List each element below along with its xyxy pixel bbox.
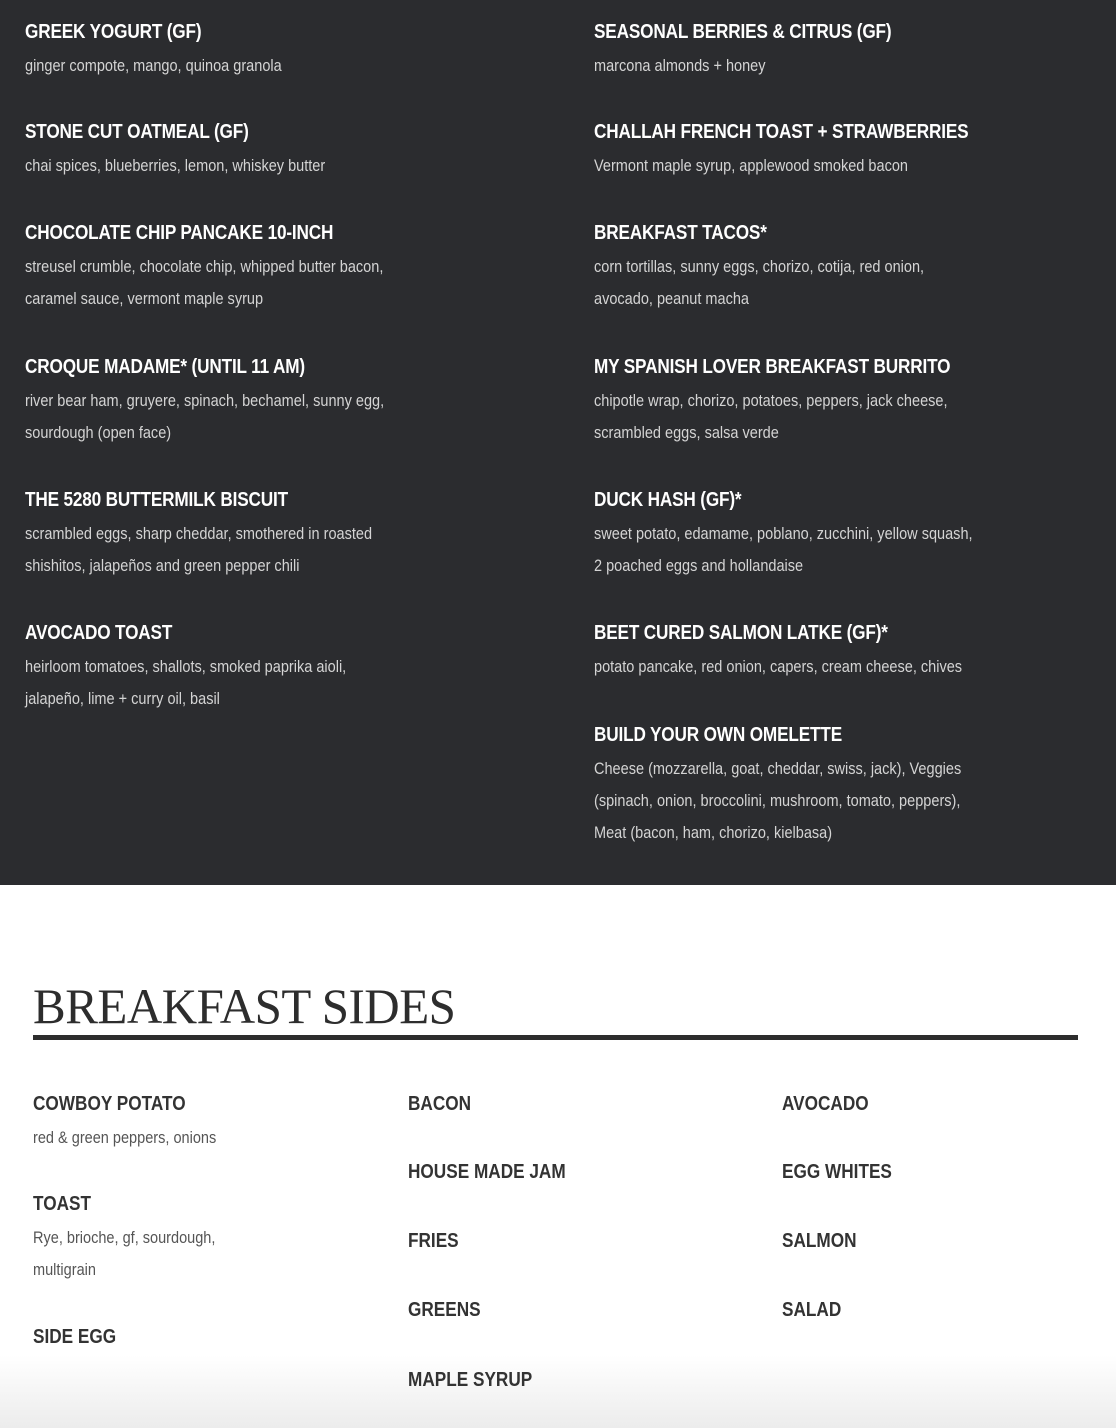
- menu-item-description: [25, 518, 465, 582]
- section-divider: [33, 1035, 1078, 1040]
- menu-item: [594, 488, 1094, 582]
- side-item-name: HOUSE MADE JAM: [408, 1161, 566, 1183]
- side-item-name: AVOCADO: [782, 1093, 869, 1115]
- side-item-description: red & green peppers, onions: [33, 1129, 217, 1147]
- side-item-name: EGG WHITES: [782, 1161, 892, 1183]
- side-item: [33, 1325, 130, 1349]
- side-item: [408, 1298, 492, 1322]
- side-item-name: TOAST: [33, 1193, 91, 1215]
- menu-item-description: [594, 251, 1034, 315]
- side-item-name: MAPLE SYRUP: [408, 1369, 533, 1391]
- menu-item: [594, 120, 1094, 182]
- menu-item-name: AVOCADO TOAST: [25, 622, 173, 644]
- side-item-name: GREENS: [408, 1299, 481, 1321]
- section-title: BREAKFAST SIDES: [33, 978, 456, 1034]
- menu-item: [594, 621, 1094, 683]
- menu-item-name: CROQUE MADAME* (UNTIL 11 AM): [25, 356, 305, 378]
- menu-item: [25, 120, 525, 182]
- menu-item-description: chai spices, blueberries, lemon, whiskey butter: [25, 157, 326, 175]
- side-item-name: SALAD: [782, 1299, 842, 1321]
- description-line: heirloom tomatoes, shallots, smoked paprika aioli,: [25, 658, 347, 676]
- description-line: Meat (bacon, ham, chorizo, kielbasa): [594, 824, 833, 842]
- side-item: [782, 1298, 851, 1322]
- menu-item-name: DUCK HASH (GF)*: [594, 489, 742, 511]
- menu-item-name: THE 5280 BUTTERMILK BISCUIT: [25, 489, 288, 511]
- side-item-name: SIDE EGG: [33, 1326, 117, 1348]
- description-line: multigrain: [33, 1261, 96, 1279]
- side-item: [408, 1160, 591, 1184]
- description-line: chipotle wrap, chorizo, potatoes, peppers, jack cheese,: [594, 392, 948, 410]
- menu-item-description: [594, 518, 1034, 582]
- menu-item-description: [594, 385, 1034, 449]
- menu-item-name: BEET CURED SALMON LATKE (GF)*: [594, 622, 888, 644]
- breakfast-sides-section: [0, 885, 1116, 1428]
- menu-item-name: CHALLAH FRENCH TOAST + STRAWBERRIES: [594, 121, 969, 143]
- menu-item: [594, 20, 1094, 82]
- menu-item-description: [25, 385, 465, 449]
- description-line: sweet potato, edamame, poblano, zucchini, yellow squash,: [594, 525, 973, 543]
- menu-item-description: Vermont maple syrup, applewood smoked bacon: [594, 157, 908, 175]
- menu-item: [25, 20, 525, 82]
- description-line: (spinach, onion, broccolini, mushroom, tomato, peppers),: [594, 792, 961, 810]
- description-line: river bear ham, gruyere, spinach, bechamel, sunny egg,: [25, 392, 385, 410]
- side-item: [33, 1192, 273, 1286]
- description-line: scrambled eggs, salsa verde: [594, 424, 779, 442]
- menu-item-name: CHOCOLATE CHIP PANCAKE 10-INCH: [25, 222, 334, 244]
- menu-item-name: STONE CUT OATMEAL (GF): [25, 121, 249, 143]
- side-item-description: [33, 1222, 244, 1286]
- description-line: streusel crumble, chocolate chip, whipped butter bacon,: [25, 258, 384, 276]
- menu-item-name: BREAKFAST TACOS*: [594, 222, 767, 244]
- side-item: [33, 1092, 273, 1154]
- side-item-name: COWBOY POTATO: [33, 1093, 186, 1115]
- menu-item-name: SEASONAL BERRIES & CITRUS (GF): [594, 21, 892, 43]
- menu-item-description: marcona almonds + honey: [594, 57, 766, 75]
- menu-item: [25, 221, 525, 315]
- description-line: Rye, brioche, gf, sourdough,: [33, 1229, 216, 1247]
- side-item: [782, 1229, 869, 1253]
- side-item: [408, 1229, 467, 1253]
- menu-item-description: [594, 753, 1034, 849]
- menu-item: [594, 355, 1094, 449]
- menu-item: [594, 723, 1094, 849]
- description-line: 2 poached eggs and hollandaise: [594, 557, 804, 575]
- side-item-name: FRIES: [408, 1230, 459, 1252]
- menu-item-name: MY SPANISH LOVER BREAKFAST BURRITO: [594, 356, 951, 378]
- menu-item: [25, 355, 525, 449]
- description-line: sourdough (open face): [25, 424, 172, 442]
- menu-item-description: potato pancake, red onion, capers, cream cheese, chives: [594, 658, 963, 676]
- side-item: [782, 1160, 910, 1184]
- side-item: [782, 1092, 883, 1116]
- description-line: jalapeño, lime + curry oil, basil: [25, 690, 220, 708]
- side-item-name: BACON: [408, 1093, 472, 1115]
- side-item-name: SALMON: [782, 1230, 857, 1252]
- description-line: shishitos, jalapeños and green pepper chili: [25, 557, 300, 575]
- menu-item: [25, 621, 525, 715]
- menu-item-name: GREEK YOGURT (GF): [25, 21, 202, 43]
- menu-item: [25, 488, 525, 582]
- description-line: scrambled eggs, sharp cheddar, smothered in roasted: [25, 525, 373, 543]
- description-line: corn tortillas, sunny eggs, chorizo, cotija, red onion,: [594, 258, 925, 276]
- menu-item-description: [25, 651, 465, 715]
- menu-item-name: BUILD YOUR OWN OMELETTE: [594, 724, 842, 746]
- side-item: [408, 1368, 552, 1392]
- side-item: [408, 1092, 481, 1116]
- description-line: Cheese (mozzarella, goat, cheddar, swiss, jack), Veggies: [594, 760, 962, 778]
- menu-item-description: [25, 251, 465, 315]
- description-line: caramel sauce, vermont maple syrup: [25, 290, 264, 308]
- menu-item: [594, 221, 1094, 315]
- menu-item-description: ginger compote, mango, quinoa granola: [25, 57, 282, 75]
- description-line: avocado, peanut macha: [594, 290, 750, 308]
